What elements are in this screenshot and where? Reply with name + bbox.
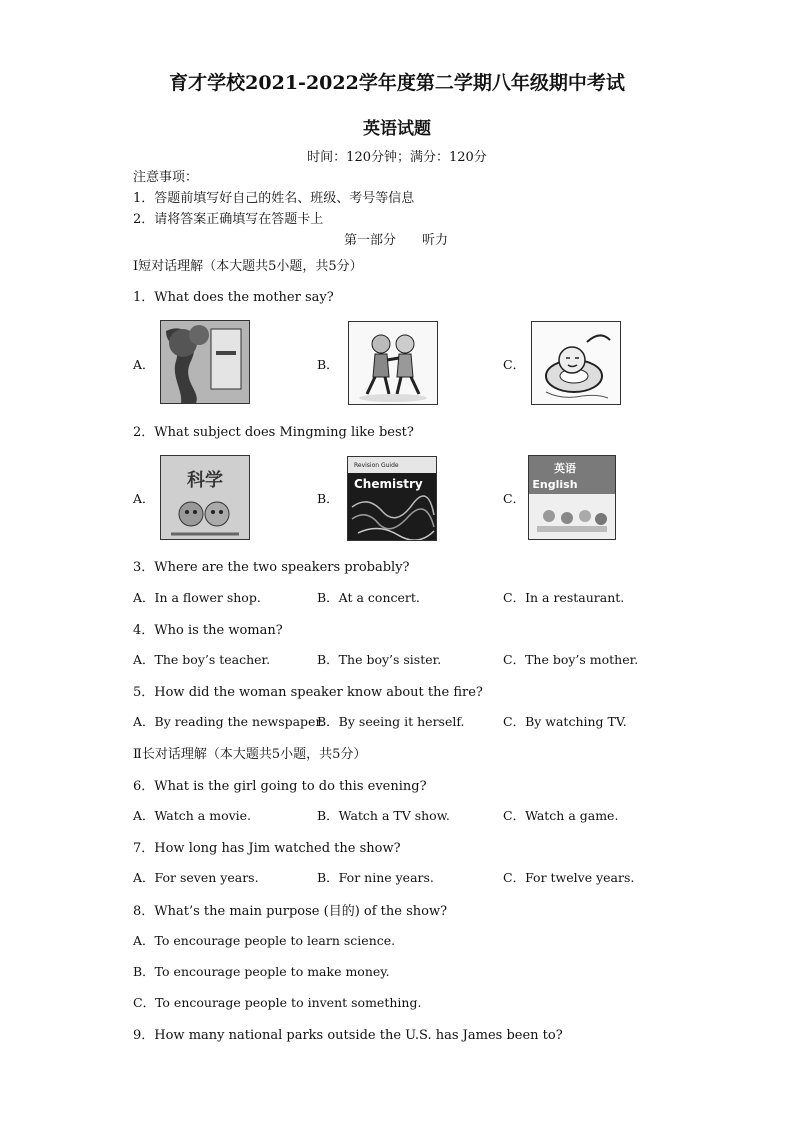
note-item-1: 1．答题前填写好自己的姓名、班级、考号等信息 xyxy=(133,191,415,206)
tree-climbing-illustration xyxy=(161,321,249,403)
q2-image-b xyxy=(347,456,437,541)
notes-heading: 注意事项： xyxy=(133,170,199,185)
q3-option-c: C．In a restaurant. xyxy=(503,590,625,605)
q6-option-a: A．Watch a movie. xyxy=(133,808,252,823)
q6-option-b: B．Watch a TV show. xyxy=(317,808,450,823)
section2-title: Ⅱ长对话理解（本大题共5小题，共5分） xyxy=(133,747,367,762)
q4-option-c: C．The boy’s mother. xyxy=(503,652,639,667)
science-cover-title: 科学 xyxy=(187,470,223,491)
q1-option-c-label: C． xyxy=(503,357,526,372)
q3-option-a: A．In a flower shop. xyxy=(133,590,261,605)
english-book-cover xyxy=(529,456,615,539)
exam-subtitle: 英语试题 xyxy=(363,119,431,139)
q2-option-a-label: A． xyxy=(133,491,155,506)
kids-fighting-illustration xyxy=(349,322,437,404)
part1-title: 第一部分 听力 xyxy=(344,233,449,248)
english-cover-en: English xyxy=(532,478,578,491)
question-1: 1．What does the mother say? xyxy=(133,290,334,305)
chemistry-book-cover xyxy=(348,457,436,540)
question-5: 5．How did the woman speaker know about the fire? xyxy=(133,685,483,700)
question-2: 2．What subject does Mingming like best? xyxy=(133,425,414,440)
q1-image-b xyxy=(348,321,438,405)
q5-option-a: A．By reading the newspaper. xyxy=(133,714,325,729)
q1-image-c xyxy=(531,321,621,405)
section1-title: Ⅰ短对话理解（本大题共5小题，共5分） xyxy=(133,259,363,274)
question-6: 6．What is the girl going to do this evening? xyxy=(133,779,427,794)
q7-option-b: B．For nine years. xyxy=(317,870,434,885)
boy-swimming-ring-illustration xyxy=(532,322,620,404)
question-7: 7．How long has Jim watched the show? xyxy=(133,841,401,856)
question-9: 9．How many national parks outside the U.S. has James been to? xyxy=(133,1028,563,1043)
q7-option-c: C．For twelve years. xyxy=(503,870,635,885)
q6-option-c: C．Watch a game. xyxy=(503,808,619,823)
q5-option-c: C．By watching TV. xyxy=(503,714,627,729)
time-score-info: 时间：120分钟；满分：120分 xyxy=(307,150,487,165)
q8-option-a: A．To encourage people to learn science. xyxy=(133,933,396,948)
q4-option-b: B．The boy’s sister. xyxy=(317,652,442,667)
q1-option-b-label: B． xyxy=(317,357,339,372)
science-book-cover xyxy=(161,456,249,539)
english-cover-cn: 英语 xyxy=(554,462,576,475)
q2-image-c xyxy=(528,455,616,540)
q2-image-a xyxy=(160,455,250,540)
note-item-2: 2．请将答案正确填写在答题卡上 xyxy=(133,212,324,227)
q2-option-b-label: B． xyxy=(317,491,339,506)
q8-option-b: B．To encourage people to make money. xyxy=(133,964,390,979)
question-4: 4．Who is the woman? xyxy=(133,623,283,638)
q1-option-a-label: A． xyxy=(133,357,155,372)
question-8: 8．What’s the main purpose (目的) of the show? xyxy=(133,904,448,919)
chemistry-cover-top: Revision Guide xyxy=(354,462,399,469)
chemistry-cover-title: Chemistry xyxy=(354,477,423,491)
q3-option-b: B．At a concert. xyxy=(317,590,420,605)
q1-image-a xyxy=(160,320,250,404)
exam-title: 育才学校2021-2022学年度第二学期八年级期中考试 xyxy=(169,72,625,94)
q8-option-c: C．To encourage people to invent something. xyxy=(133,995,422,1010)
q7-option-a: A．For seven years. xyxy=(133,870,259,885)
q4-option-a: A．The boy’s teacher. xyxy=(133,652,271,667)
question-3: 3．Where are the two speakers probably? xyxy=(133,560,410,575)
q5-option-b: B．By seeing it herself. xyxy=(317,714,465,729)
q2-option-c-label: C． xyxy=(503,491,526,506)
